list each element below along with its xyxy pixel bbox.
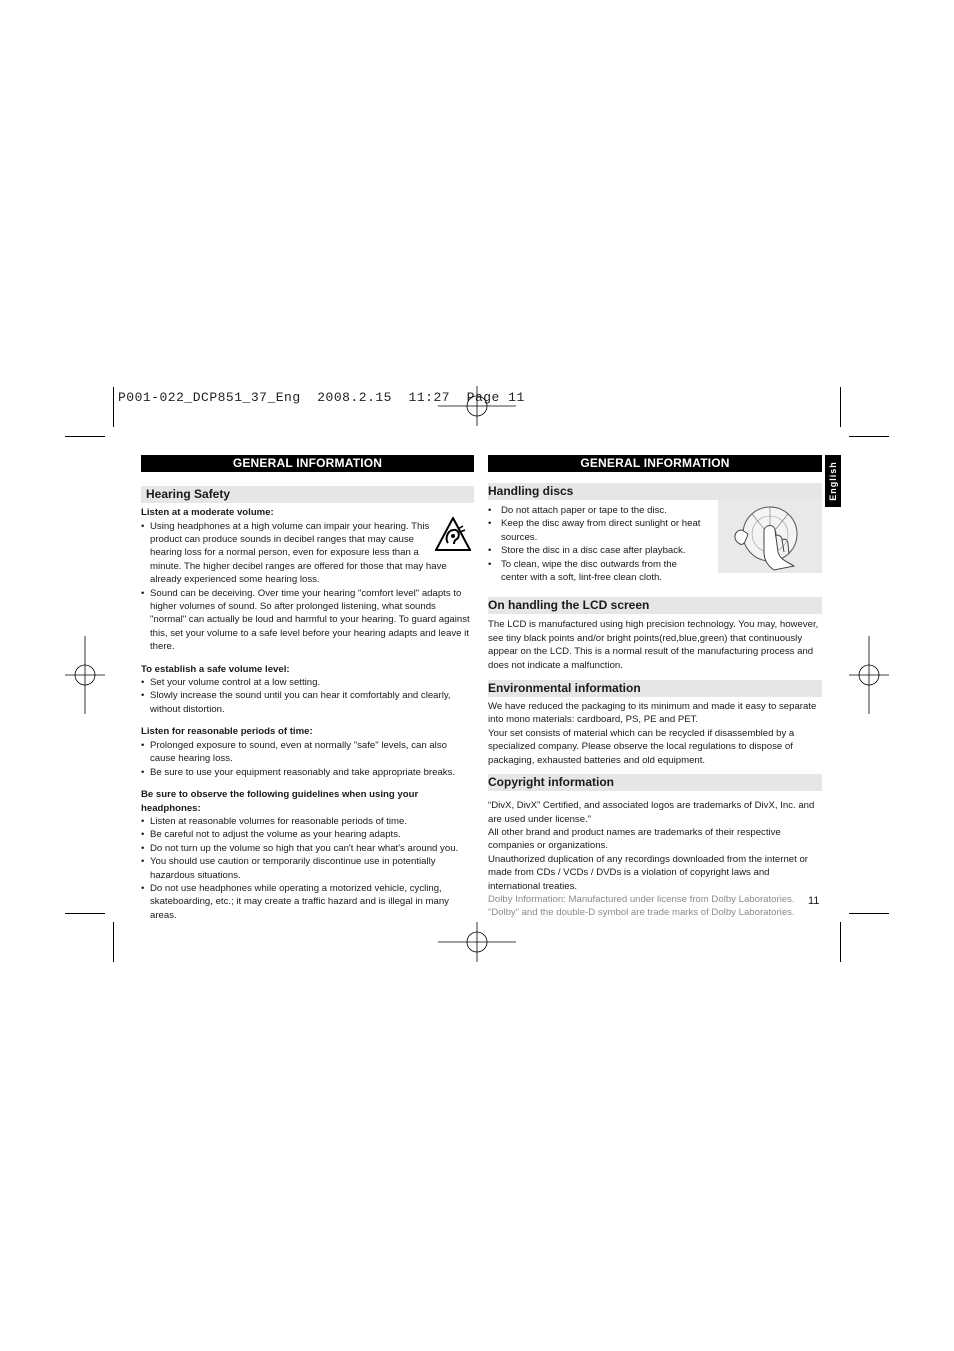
safe-volume-block: [141, 663, 474, 717]
lcd-text: The LCD is manufactured using high precision technology. You may, however, see tiny black points and/or bright points(red,blue,green) that continuously appear on the LCD. This is a normal result of the manufacturing process and does not indicate a malfunction.: [488, 619, 819, 671]
list-item: • Listen at reasonable volumes for reasonable periods of time.: [141, 815, 474, 828]
safe-volume-list: [141, 676, 474, 716]
handling-discs-title: Handling discs: [488, 483, 822, 500]
section-title: GENERAL INFORMATION: [488, 455, 822, 472]
crop-mark: [840, 387, 841, 427]
hearing-safety-title: Hearing Safety: [141, 486, 474, 503]
copyright-text-3: Unauthorized duplication of any recordings downloaded from the internet or made from CDs / VCDs / DVDs is a violation of copyright laws and international treaties.: [488, 853, 808, 892]
moderate-volume-block: [141, 506, 474, 654]
list-item: • Slowly increase the sound until you can hear it comfortably and clearly, without distortion.: [141, 689, 474, 716]
registration-mark-icon: [849, 636, 889, 714]
copyright-text-4: Dolby Information: Manufactured under license from Dolby Laboratories. “Dolby” and the double-D symbol are trade marks of Dolby Laboratories.: [488, 893, 795, 919]
list-item: • Prolonged exposure to sound, even at normally "safe" levels, can also cause hearing loss.: [141, 739, 474, 766]
safe-volume-heading: To establish a safe volume level:: [141, 663, 290, 675]
list-item-text: • Using headphones at a high volume can impair your hearing. This product can produce sounds in decibel ranges that may cause hearing loss for a normal person, even for exposure less than a minute. The higher decibel ranges are offered for those that may have already experienced some hearing loss.: [150, 520, 447, 586]
copyright-text-2: All other brand and product names are trademarks of their respective companies or organizations.: [488, 826, 781, 852]
list-item: • Do not use headphones while operating a motorized vehicle, cycling, skateboarding, etc.; it may create a traffic hazard and is illegal in many areas.: [141, 882, 474, 922]
page-number: 11: [808, 895, 820, 907]
periods-heading: Listen for reasonable periods of time:: [141, 726, 313, 738]
list-item: • Do not attach paper or tape to the disc.: [488, 504, 706, 517]
crop-mark: [849, 913, 889, 914]
crop-mark: [65, 913, 105, 914]
registration-mark-icon: [65, 636, 105, 714]
disc-hand-icon: [718, 500, 822, 573]
list-item: • Be careful not to adjust the volume as your hearing adapts.: [141, 828, 474, 841]
crop-mark: [849, 436, 889, 437]
guidelines-heading: Be sure to observe the following guidelines when using your headphones:: [141, 789, 419, 814]
list-item: • Be sure to use your equipment reasonably and take appropriate breaks.: [141, 766, 474, 779]
crop-mark: [113, 922, 114, 962]
copyright-title: Copyright information: [488, 774, 822, 791]
environmental-text-2: Your set consists of material which can be recycled if disassembled by a specialized company. Please observe the local regulations to dispose of packaging, exhausted batteries and old equipment.: [488, 727, 795, 766]
lcd-title: On handling the LCD screen: [488, 597, 822, 614]
print-slug: P001-022_DCP851_37_Eng 2008.2.15 11:27 Page 11: [118, 390, 525, 405]
environmental-title: Environmental information: [488, 680, 822, 697]
moderate-volume-list: [141, 520, 474, 654]
moderate-volume-heading: Listen at a moderate volume:: [141, 507, 274, 518]
periods-block: [141, 725, 474, 779]
crop-mark: [840, 922, 841, 962]
list-item: • Keep the disc away from direct sunlight or heat sources.: [488, 517, 706, 544]
periods-list: [141, 739, 474, 779]
hearing-warning-icon: [435, 517, 471, 551]
list-item: [141, 520, 474, 587]
left-column: [141, 455, 474, 922]
guidelines-block: [141, 788, 474, 922]
handling-discs-list: [488, 504, 706, 584]
list-item: • Do not turn up the volume so high that you can't hear what's around you.: [141, 842, 474, 855]
copyright-text-1: “DivX, DivX” Certified, and associated logos are trademarks of DivX, Inc. and are used under license.”: [488, 800, 815, 825]
list-item: • You should use caution or temporarily discontinue use in potentially hazardous situations.: [141, 855, 474, 882]
environmental-text-1: We have reduced the packaging to its minimum and made it easy to separate into mono materials: cardboard, PS, PE and PET.: [488, 701, 817, 726]
section-title: GENERAL INFORMATION: [141, 455, 474, 472]
language-tab: [825, 455, 841, 507]
list-item: • Sound can be deceiving. Over time your hearing "comfort level" adapts to higher volumes of sound. So after prolonged listening, what sounds "normal" can actually be loud and harmful to your hearing. To guard against this, set your volume to a safe level before your hearing adapts and leave it there.: [141, 587, 474, 654]
crop-mark: [113, 387, 114, 427]
guidelines-list: [141, 815, 474, 922]
disc-handling-image: [718, 500, 822, 573]
list-item: • Store the disc in a disc case after playback.: [488, 544, 706, 557]
list-item: • Set your volume control at a low setting.: [141, 676, 474, 689]
registration-mark-icon: [438, 386, 518, 426]
list-item: • To clean, wipe the disc outwards from the center with a soft, lint-free clean cloth.: [488, 558, 706, 585]
crop-mark: [65, 436, 105, 437]
language-tab-label: English: [828, 461, 838, 501]
registration-mark-icon: [438, 922, 518, 962]
